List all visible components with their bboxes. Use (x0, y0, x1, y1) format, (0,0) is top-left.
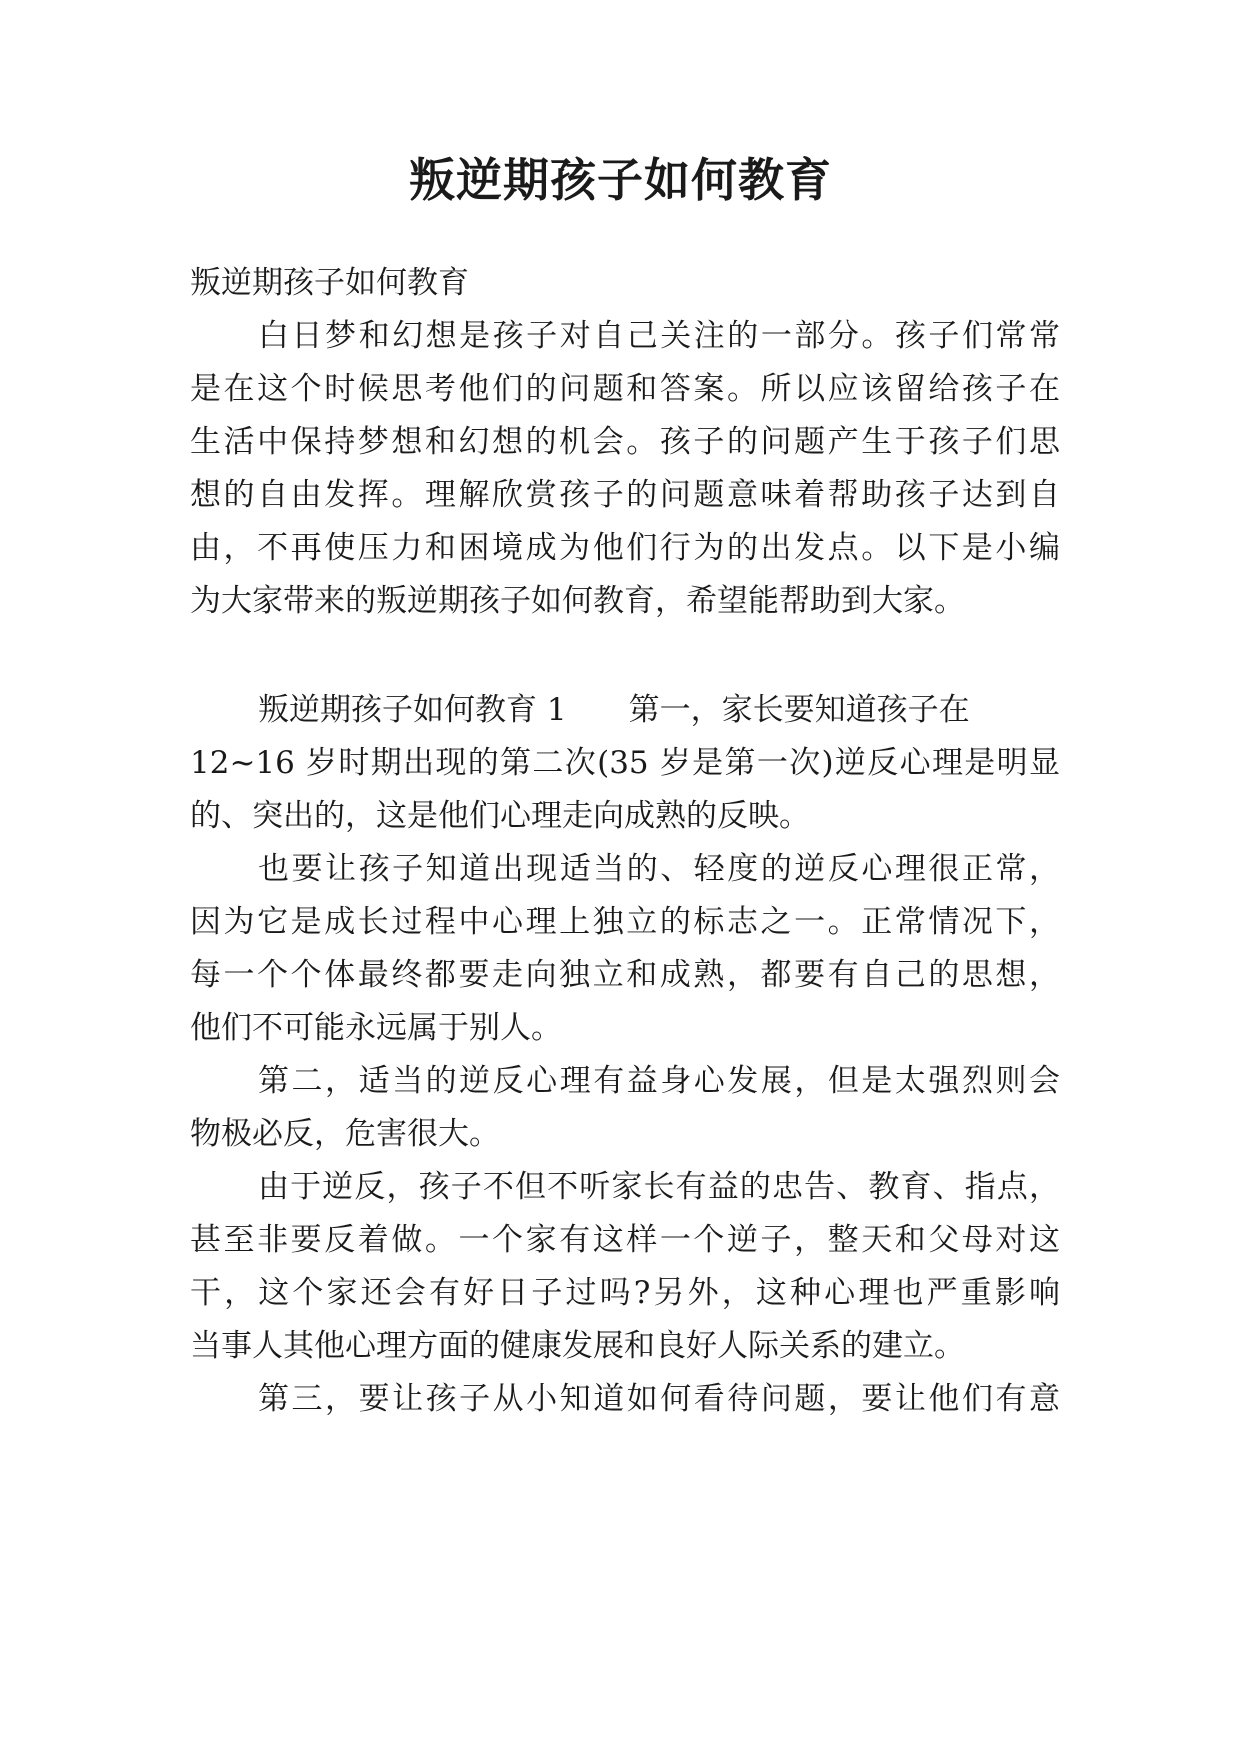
paragraph-line: 白日梦和幻想是孩子对自己关注的一部分。孩子们常常 (258, 318, 1060, 354)
paragraph-line: 干，这个家还会有好日子过吗?另外，这种心理也严重影响 (190, 1275, 1060, 1311)
paragraph-line: 由于逆反，孩子不但不听家长有益的忠告、教育、指点， (258, 1169, 1060, 1205)
paragraph-line: 由，不再使压力和困境成为他们行为的出发点。以下是小编 (190, 530, 1060, 566)
paragraph-line: 的、突出的，这是他们心理走向成熟的反映。 (190, 798, 810, 834)
paragraph-line: 是在这个时候思考他们的问题和答案。所以应该留给孩子在 (190, 371, 1060, 407)
paragraph-line: 为大家带来的叛逆期孩子如何教育，希望能帮助到大家。 (190, 583, 965, 619)
paragraph-line: 甚至非要反着做。一个家有这样一个逆子，整天和父母对这 (190, 1222, 1060, 1258)
paragraph-line: 也要让孩子知道出现适当的、轻度的逆反心理很正常， (258, 851, 1060, 887)
paragraph-line: 想的自由发挥。理解欣赏孩子的问题意味着帮助孩子达到自 (190, 477, 1060, 513)
subtitle-line: 叛逆期孩子如何教育 (190, 265, 469, 301)
paragraph-line: 他们不可能永远属于别人。 (190, 1010, 562, 1046)
paragraph-line: 物极必反，危害很大。 (190, 1116, 500, 1152)
paragraph-line: 12~16 岁时期出现的第二次(35 岁是第一次)逆反心理是明显 (190, 745, 1060, 781)
paragraph-line: 第三，要让孩子从小知道如何看待问题，要让他们有意 (258, 1381, 1060, 1417)
document-title: 叛逆期孩子如何教育 (409, 153, 832, 207)
paragraph-line: 每一个个体最终都要走向独立和成熟，都要有自己的思想， (190, 957, 1060, 993)
section-heading-line: 叛逆期孩子如何教育 1 第一，家长要知道孩子在 (258, 692, 970, 728)
paragraph-line: 当事人其他心理方面的健康发展和良好人际关系的建立。 (190, 1328, 965, 1364)
paragraph-line: 因为它是成长过程中心理上独立的标志之一。正常情况下， (190, 904, 1060, 940)
paragraph-line: 第二，适当的逆反心理有益身心发展，但是太强烈则会 (258, 1063, 1060, 1099)
paragraph-line: 生活中保持梦想和幻想的机会。孩子的问题产生于孩子们思 (190, 424, 1060, 460)
